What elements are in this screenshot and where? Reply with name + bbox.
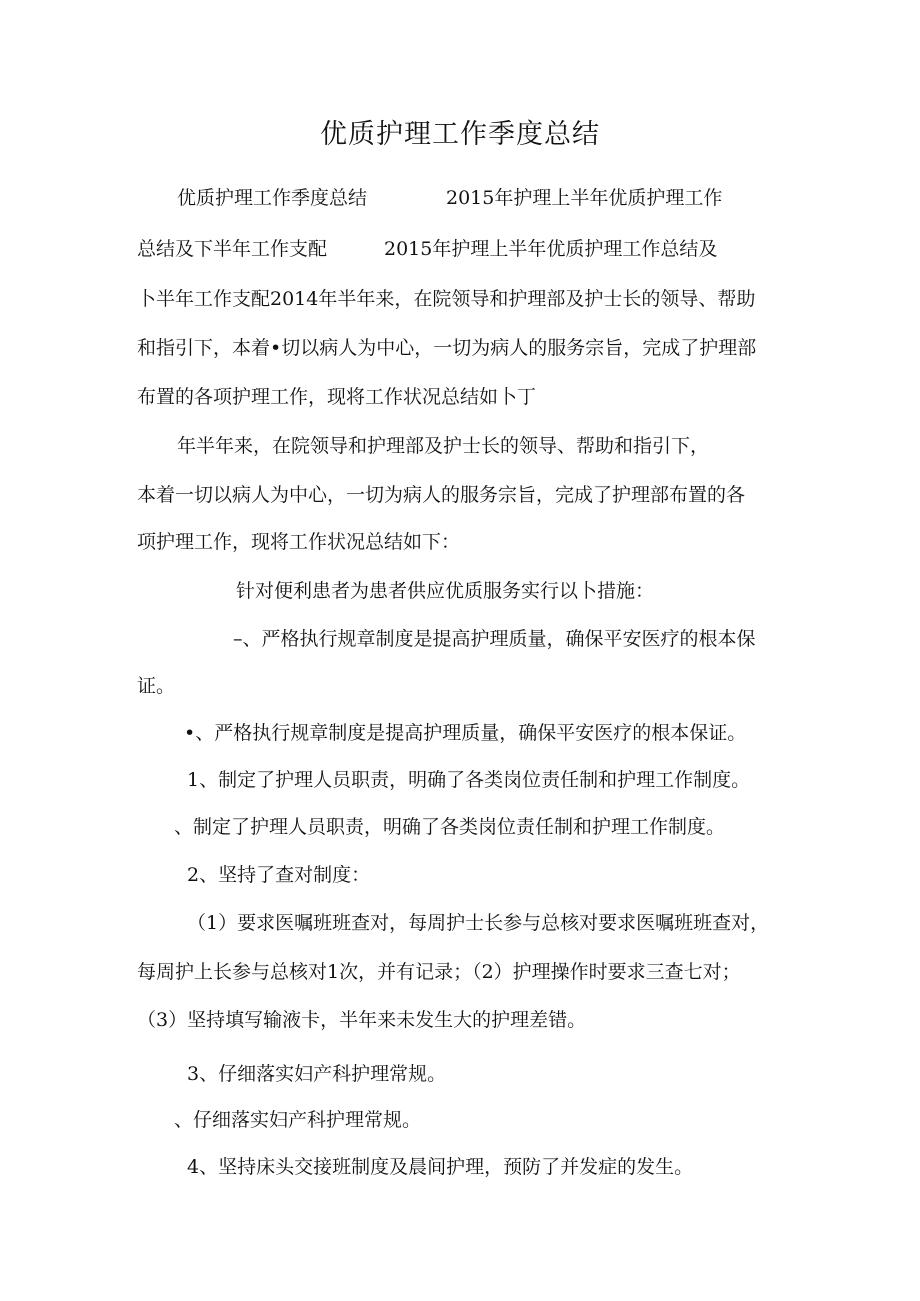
text-line: 证。 [137,675,176,697]
text-line: •、严格执行规章制度是提高护理质量，确保平安医疗的根本保证。 [184,722,747,744]
text-line: 项护理工作，现将工作状况总结如下： [137,531,461,553]
text-line: 总结及下半年工作支配 [137,238,328,260]
text-line: 优质护理工作季度总结 [177,187,368,209]
text-line: 年半年来，在院领导和护理部及护士长的领导、帮助和指引下， [177,435,710,457]
text-line: 4、坚持床头交接班制度及晨间护理，预防了并发症的发生。 [187,1156,694,1178]
text-line: 针对便利患者为患者供应优质服务实行以卜措施： [236,580,655,602]
text-line: 、制定了护理人员职责，明确了各类岗位责任制和护理工作制度。 [174,816,726,838]
document-title: 优质护理工作季度总结 [320,119,600,150]
text-line: （1）要求医嘱班班查对，每周护士长参与总核对要求医嘱班班查对， [187,912,770,934]
text-line: 每周护上长参与总核对1次，并有记录；（2）护理操作时要求三查七对； [137,961,741,983]
text-line: 布置的各项护理工作，现将工作状况总结如卜丁 [137,386,537,408]
text-line: 卜半年工作支配2014年半年来，在院领导和护理部及护士长的领导、帮助 [137,288,756,310]
text-line: （3）坚持填写输液卡，半年来未发生大的护理差错。 [137,1009,587,1031]
text-line: 2、坚持了查对制度： [187,864,371,886]
text-line: 和指引下，本着•切以病人为中心，一切为病人的服务宗旨，完成了护理部 [137,337,757,359]
text-line: 2015年护理上半年优质护理工作 [446,187,723,209]
text-line: 、仔细落实妇产科护理常规。 [174,1109,422,1131]
text-line: 本着一切以病人为中心，一切为病人的服务宗旨，完成了护理部布置的各 [137,484,746,506]
text-line: 3、仔细落实妇产科护理常规。 [187,1063,447,1085]
text-line: –、严格执行规章制度是提高护理质量，确保平安医疗的根本保 [233,628,756,650]
text-line: 1、制定了护理人员职责，明确了各类岗位责任制和护理工作制度。 [187,769,751,791]
text-line: 2015年护理上半年优质护理工作总结及 [384,238,718,260]
